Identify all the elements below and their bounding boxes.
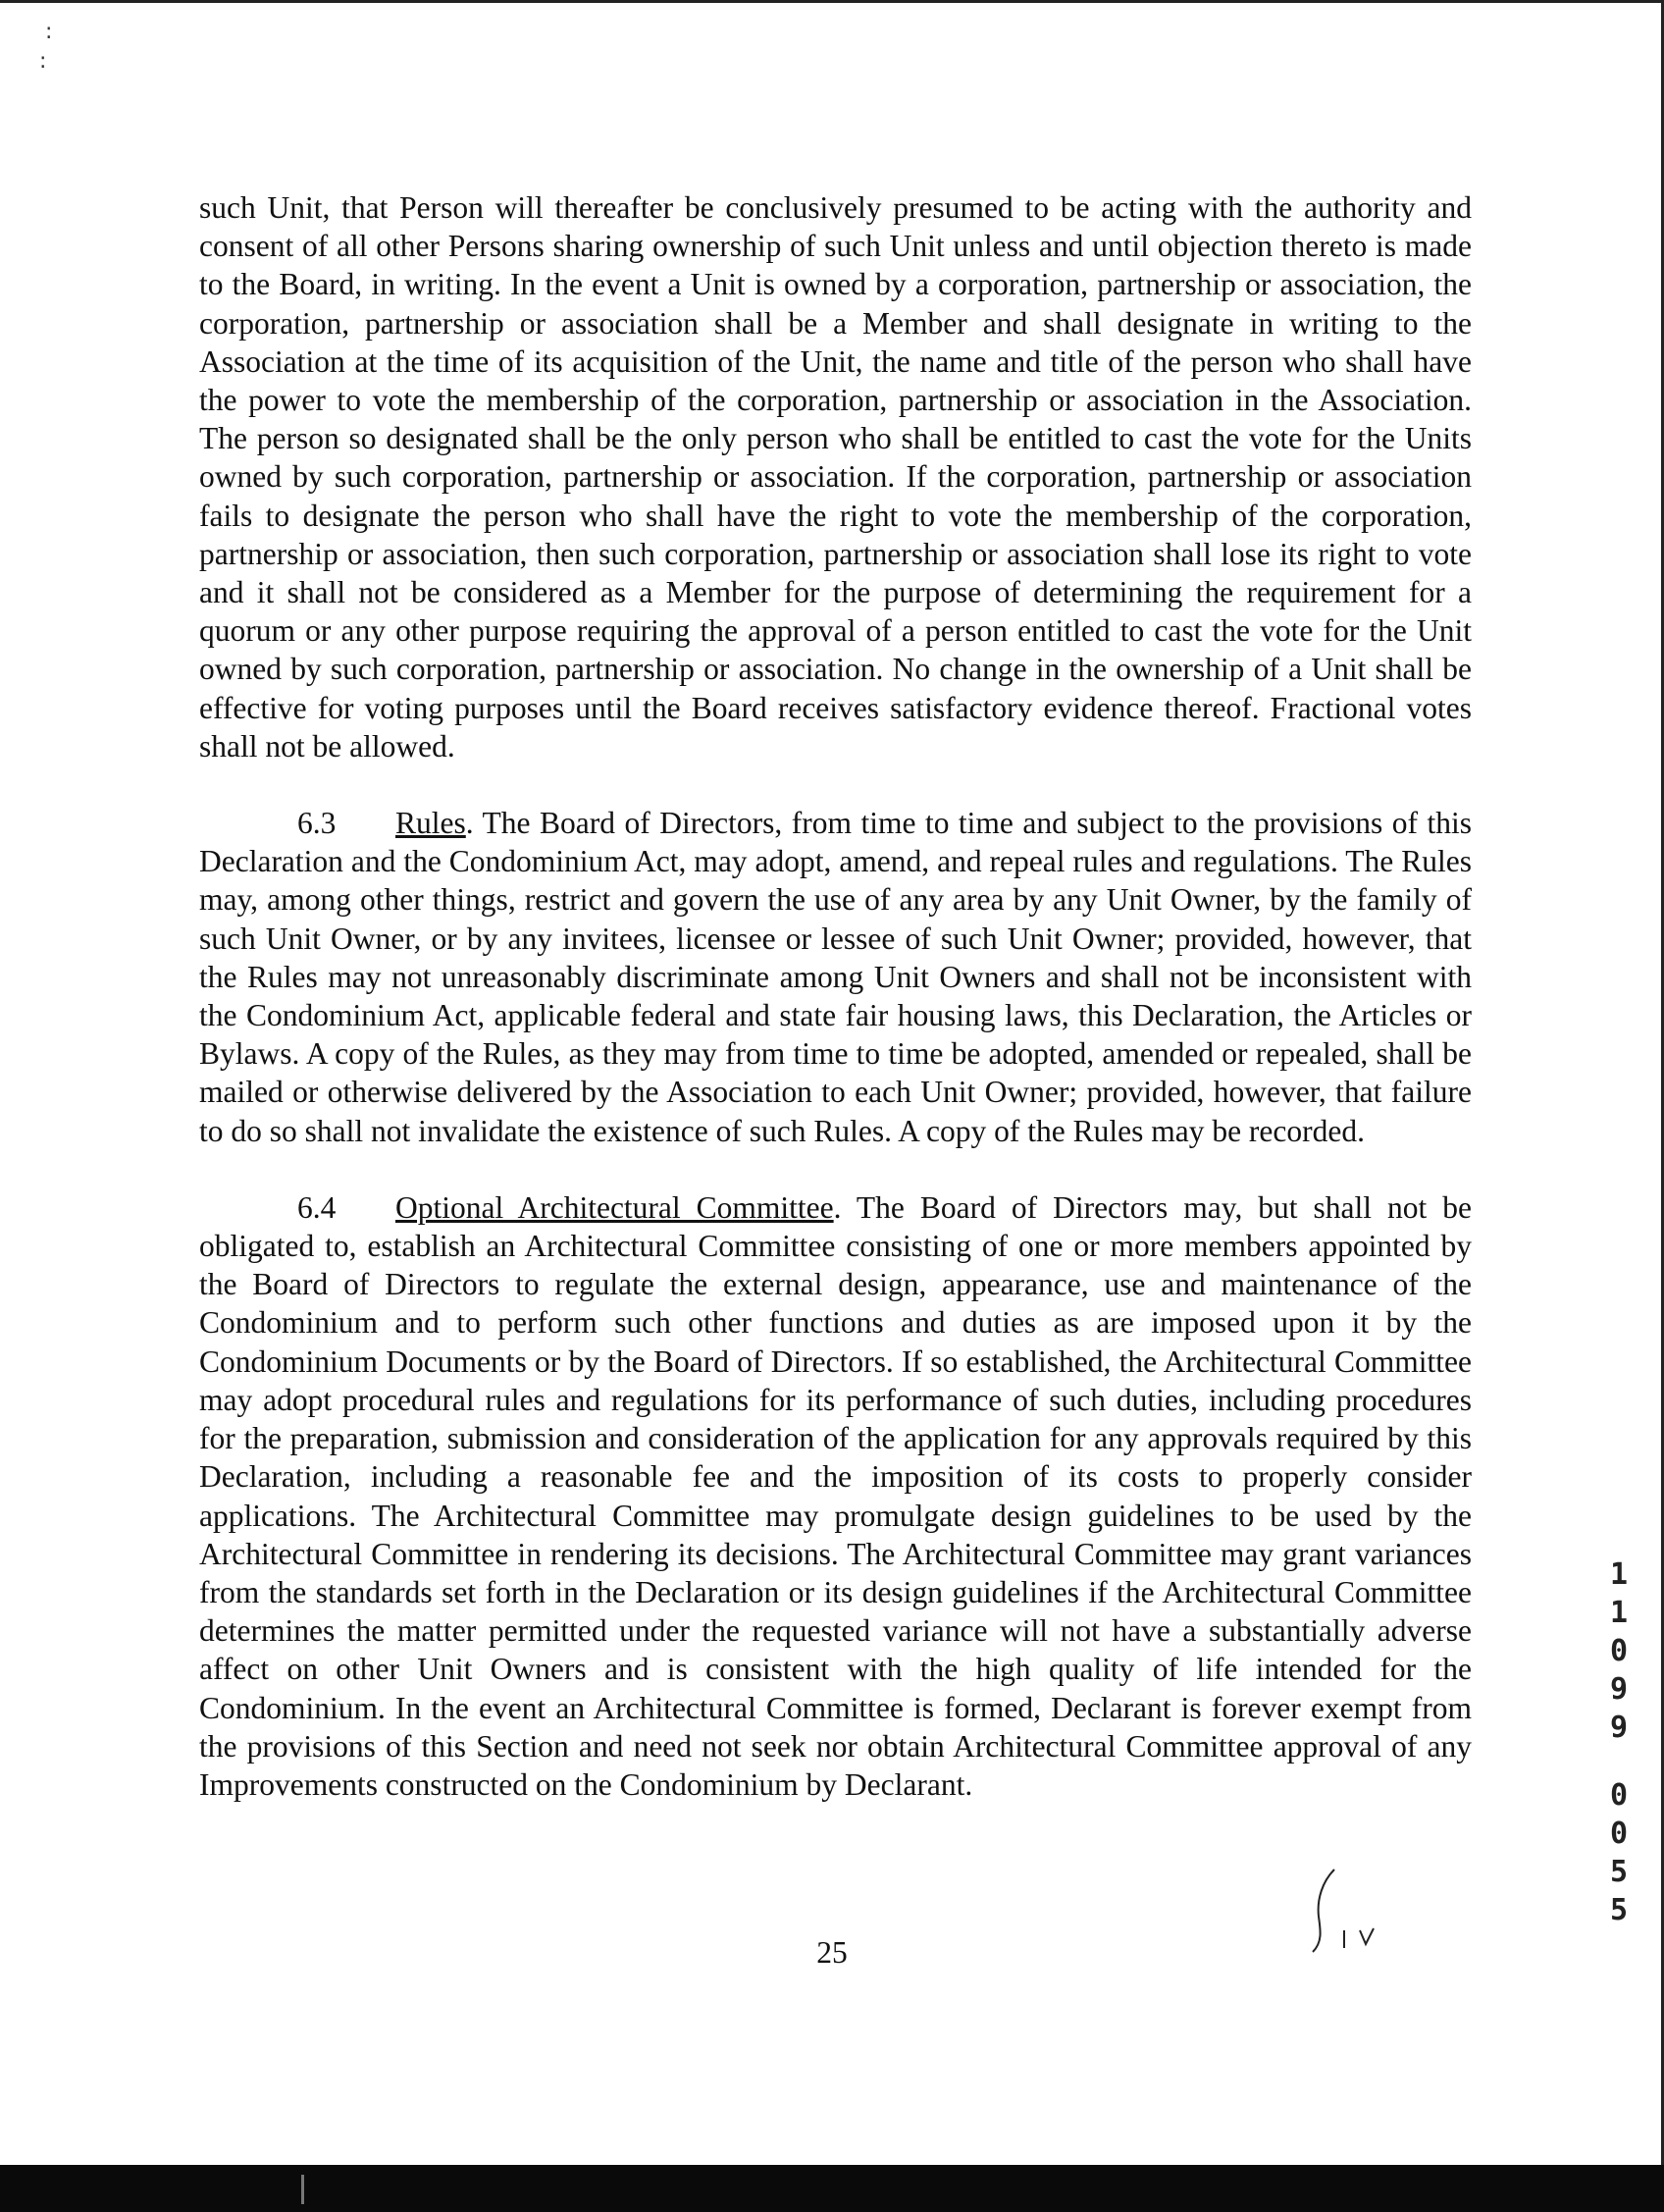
stamp-gap: [1599, 1747, 1638, 1776]
paragraph-text: . The Board of Directors may, but shall not be obligated to, establish an Architectural Committee consisting of one or more members appointed by the Board of Directors to regulate the external design, appearance, use and maintenance of the Condominium and to perform such other functions and duties as are imposed upon it by the Condominium Documents or by the Board of Directors. If so established, the Architectural Committee may adopt procedural rules and regulations for its performance of such duties, including procedures for the preparation, submission and consideration of the application for any approvals required by this Declaration, including a reasonable fee and the imposition of its costs to properly consider applications. The Architectural Committee may promulgate design guidelines to be used by the Architectural Committee in rendering its decisions. The Architectural Committee may grant variances from the standards set forth in the Declaration or its design guidelines if the Architectural Committee determines the matter permitted under the requested variance will not have a substantially adverse affect on other Unit Owners and is consistent with the high quality of life intended for the Condominium. In the event an Architectural Committee is formed, Declarant is forever exempt from the provisions of this Section and need not seek nor obtain Architectural Committee approval of any Improvements constructed on the Condominium by Declarant.: [199, 1189, 1473, 1802]
paragraph-text: such Unit, that Person will thereafter be conclusively presumed to be acting with the authority and consent of all other Persons sharing ownership of such Unit unless and until objection thereto is made to the Board, in writing. In the event a Unit is owned by a corporation, partnership or association, the corporation, partnership or association shall be a Member and shall designate in writing to the Association at the time of its acquisition of the Unit, the name and title of the person who shall have the power to vote the membership of the corporation, partnership or association in the Association. The person so designated shall be the only person who shall be entitled to cast the vote for the Units owned by such corporation, partnership or association. If the corporation, partnership or association fails to designate the person who shall have the right to vote the membership of the corporation, partnership or association, then such corporation, partnership or association shall lose its right to vote and it shall not be considered as a Member for the purpose of determining the requirement for a quorum or any other purpose requiring the approval of a person entitled to cast the vote for the Unit owned by such corporation, partnership or association. No change in the ownership of a Unit shall be effective for voting purposes until the Board receives satisfactory evidence thereof. Fractional votes shall not be allowed.: [199, 190, 1472, 764]
stamp-digit: 5: [1609, 1855, 1629, 1889]
document-body: [199, 188, 1472, 1842]
corner-mark: :: [45, 20, 53, 44]
scan-bottom-edge: [0, 2165, 1664, 2212]
scan-corner-marks: [39, 18, 53, 77]
corner-mark: :: [39, 49, 47, 74]
section-heading: Rules: [395, 806, 466, 841]
stamp-digit: 5: [1609, 1893, 1629, 1927]
scan-artifact: [301, 2175, 304, 2204]
section-number: 6.3: [297, 806, 337, 841]
stamp-digit: 9: [1609, 1711, 1629, 1745]
stamp-digit: 0: [1609, 1634, 1629, 1668]
stamp-digit: 1: [1609, 1596, 1629, 1630]
section-6-3-rules: [199, 804, 1472, 1150]
section-heading: Optional Architectural Committee: [395, 1189, 834, 1225]
side-stamp-number: [1599, 1555, 1638, 1929]
stamp-digit: 0: [1609, 1778, 1629, 1813]
stamp-digit: 1: [1609, 1557, 1629, 1592]
paragraph-continuation: [199, 188, 1472, 765]
section-number: 6.4: [297, 1189, 337, 1225]
stamp-digit: 0: [1609, 1817, 1629, 1851]
stamp-digit: 9: [1609, 1672, 1629, 1707]
section-6-4-architectural-committee: [199, 1188, 1472, 1804]
paragraph-text: . The Board of Directors, from time to time and subject to the provisions of this Declaration and the Condominium Act, may adopt, amend, and repeal rules and regulations. The Rules may, among other things, restrict and govern the use of any area by any Unit Owner, by the family of such Unit Owner, or by any invitees, licensee or lessee of such Unit Owner; provided, however, that the Rules may not unreasonably discriminate among Unit Owners and shall not be inconsistent with the Condominium Act, applicable federal and state fair housing laws, this Declaration, the Articles or Bylaws. A copy of the Rules, as they may from time to time be adopted, amended or repealed, shall be mailed or otherwise delivered by the Association to each Unit Owner; provided, however, that failure to do so shall not invalidate the existence of such Rules. A copy of the Rules may be recorded.: [199, 806, 1472, 1148]
page-number: 25: [816, 1935, 848, 1970]
